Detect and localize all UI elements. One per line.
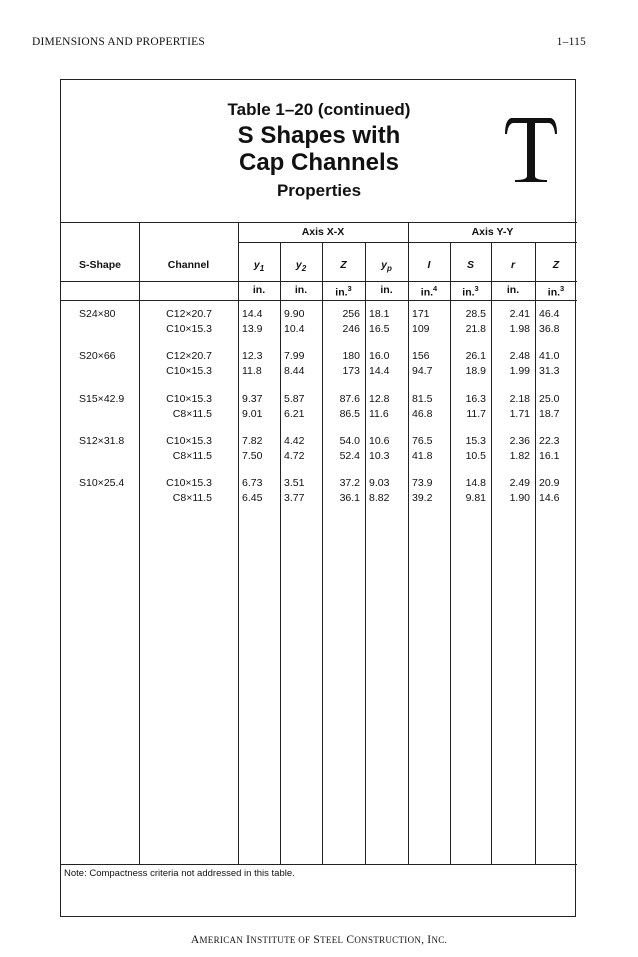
row-value: 6.21 xyxy=(284,407,305,420)
axis-yy-label: Axis Y-Y xyxy=(471,226,514,238)
row-value: 9.03 xyxy=(369,477,390,489)
row-value: 12.3 xyxy=(242,350,263,362)
row-value: 171 xyxy=(412,308,430,320)
row-value: 2.18 xyxy=(509,393,530,405)
tee-shape-icon xyxy=(501,114,561,184)
row-channel: C12×20.7 xyxy=(166,350,212,362)
row-value: 2.49 xyxy=(509,477,530,489)
row-value: 2.48 xyxy=(509,350,530,362)
row-value: 1.99 xyxy=(509,364,530,377)
table-title-line2: Cap Channels xyxy=(238,149,400,176)
row-channel: C10×15.3 xyxy=(166,393,212,405)
row-value: 14.4 xyxy=(369,364,390,377)
running-footer: AMERICAN INSTITUTE OF STEEL CONSTRUCTION, INC. xyxy=(190,934,448,946)
row-sshape: S15×42.9 xyxy=(79,393,125,405)
row-value: 109 xyxy=(412,322,430,335)
row-value: 18.7 xyxy=(539,407,560,420)
column-header-5: I xyxy=(427,259,431,271)
row-value: 6.45 xyxy=(242,491,263,504)
row-value: 52.4 xyxy=(339,449,360,462)
row-value: 16.1 xyxy=(539,449,560,462)
header-rule xyxy=(61,281,238,282)
row-value: 14.8 xyxy=(465,477,486,489)
row-value: 73.9 xyxy=(412,477,433,489)
row-value: 156 xyxy=(412,350,430,362)
row-value: 10.3 xyxy=(369,449,390,462)
column-rule xyxy=(280,242,281,864)
row-value: 1.90 xyxy=(509,491,530,504)
unit-label-5: in.$^4$ xyxy=(420,284,438,299)
row-value: 8.82 xyxy=(369,491,390,504)
unit-exponent: 3 xyxy=(347,284,352,293)
row-value: 7.99 xyxy=(284,350,305,362)
row-channel: C10×15.3 xyxy=(166,435,212,447)
column-rule xyxy=(365,242,366,864)
table-bottom-rule xyxy=(61,864,577,865)
column-rule xyxy=(238,222,239,864)
row-value: 11.8 xyxy=(242,364,262,377)
row-value: 3.77 xyxy=(284,491,305,504)
row-value: 9.01 xyxy=(242,407,263,420)
column-header-4: $y_p$ xyxy=(381,259,392,274)
row-value: 94.7 xyxy=(412,364,433,377)
row-value: 31.3 xyxy=(539,364,560,377)
row-value: 173 xyxy=(342,364,360,377)
row-value: 11.6 xyxy=(369,407,389,420)
row-value: 1.82 xyxy=(509,449,530,462)
column-rule xyxy=(535,242,536,864)
row-sshape: S20×66 xyxy=(79,350,116,362)
row-value: 21.8 xyxy=(465,322,486,335)
table-frame xyxy=(60,79,576,917)
column-header-7: r xyxy=(510,259,516,271)
row-value: 18.9 xyxy=(465,364,486,377)
unit-exponent: 3 xyxy=(474,284,479,293)
row-value: 46.8 xyxy=(412,407,433,420)
row-value: 9.81 xyxy=(465,491,486,504)
row-value: 10.4 xyxy=(284,322,305,335)
column-header-3: Z xyxy=(340,259,347,271)
column-header-subscript: 2 xyxy=(301,264,307,274)
row-channel: C8×11.5 xyxy=(172,407,212,420)
unit-label-4: in. xyxy=(380,284,393,296)
row-sshape: S10×25.4 xyxy=(79,477,125,489)
page-number: 1–115 xyxy=(556,36,586,48)
row-value: 3.51 xyxy=(284,477,305,489)
row-value: 87.6 xyxy=(339,393,360,405)
row-value: 81.5 xyxy=(412,393,433,405)
column-header-sshape: S-Shape xyxy=(78,259,121,271)
axis-group-rule xyxy=(238,242,577,243)
column-header-2: $y_2$ xyxy=(295,259,307,274)
row-value: 36.8 xyxy=(539,322,560,335)
row-value: 14.6 xyxy=(539,491,560,504)
row-value: 39.2 xyxy=(412,491,433,504)
row-value: 26.1 xyxy=(465,350,486,362)
unit-label-7: in. xyxy=(506,284,520,296)
unit-label-1: in. xyxy=(252,284,266,296)
row-value: 256 xyxy=(342,308,360,320)
row-channel: C10×15.3 xyxy=(166,364,212,377)
row-value: 25.0 xyxy=(539,393,560,405)
row-channel: C12×20.7 xyxy=(166,308,212,320)
row-sshape: S12×31.8 xyxy=(79,435,125,447)
row-value: 11.7 xyxy=(466,407,486,420)
row-value: 9.90 xyxy=(284,308,305,320)
row-value: 41.0 xyxy=(539,350,560,362)
row-value: 76.5 xyxy=(412,435,433,447)
running-header-left: DIMENSIONS AND PROPERTIES xyxy=(32,36,205,48)
row-value: 2.41 xyxy=(509,308,530,320)
column-header-subscript: 1 xyxy=(259,264,265,274)
row-value: 2.36 xyxy=(509,435,530,447)
row-channel: C8×11.5 xyxy=(172,491,212,504)
row-value: 7.50 xyxy=(242,449,263,462)
row-value: 10.5 xyxy=(465,449,486,462)
column-header-subscript: p xyxy=(386,264,392,274)
row-channel: C10×15.3 xyxy=(166,322,212,335)
row-value: 41.8 xyxy=(412,449,433,462)
unit-label-2: in. xyxy=(294,284,308,296)
row-value: 86.5 xyxy=(339,407,360,420)
row-value: 5.87 xyxy=(284,393,305,405)
column-rule xyxy=(408,222,409,864)
row-value: 16.3 xyxy=(465,393,486,405)
properties-table xyxy=(61,222,577,864)
row-value: 37.2 xyxy=(339,477,360,489)
column-rule xyxy=(450,242,451,864)
unit-label-8: in.$^3$ xyxy=(547,284,565,299)
row-value: 14.4 xyxy=(242,308,263,320)
unit-exponent: 4 xyxy=(433,284,438,293)
row-value: 1.98 xyxy=(509,322,530,335)
column-header-8: Z xyxy=(552,259,560,271)
table-title-line1: S Shapes with xyxy=(237,122,401,149)
row-value: 54.0 xyxy=(339,435,360,447)
row-value: 16.0 xyxy=(369,350,390,362)
row-channel: C8×11.5 xyxy=(172,449,212,462)
row-value: 246 xyxy=(342,322,360,335)
unit-label-6: in.$^3$ xyxy=(462,284,479,299)
table-number: Table 1–20 (continued) xyxy=(227,100,411,119)
row-value: 6.73 xyxy=(242,477,263,489)
row-value: 8.44 xyxy=(284,364,305,377)
column-header-6: S xyxy=(466,259,474,271)
row-value: 180 xyxy=(342,350,360,362)
row-value: 15.3 xyxy=(465,435,486,447)
units-top-rule xyxy=(238,281,577,282)
unit-exponent: 3 xyxy=(560,284,565,293)
row-value: 7.82 xyxy=(242,435,263,447)
column-header-1: $y_1$ xyxy=(253,259,265,274)
column-rule xyxy=(491,242,492,864)
row-channel: C10×15.3 xyxy=(166,477,212,489)
table-subtitle: Properties xyxy=(276,181,362,200)
column-rule xyxy=(322,242,323,864)
row-value: 22.3 xyxy=(539,435,560,447)
row-value: 20.9 xyxy=(539,477,560,489)
row-value: 12.8 xyxy=(369,393,390,405)
table-title xyxy=(61,122,577,176)
table-note: Note: Compactness criteria not addressed in this table. xyxy=(64,868,295,879)
row-value: 28.5 xyxy=(465,308,486,320)
row-value: 9.37 xyxy=(242,393,263,405)
row-value: 4.72 xyxy=(284,449,305,462)
row-value: 4.42 xyxy=(284,435,305,447)
row-value: 46.4 xyxy=(539,308,560,320)
axis-xx-label: Axis X-X xyxy=(301,226,345,238)
row-value: 18.1 xyxy=(369,308,390,320)
column-header-channel: Channel xyxy=(167,259,210,271)
row-value: 16.5 xyxy=(369,322,390,335)
unit-label-3: in.$^3$ xyxy=(335,284,352,299)
row-value: 1.71 xyxy=(509,407,530,420)
row-sshape: S24×80 xyxy=(79,308,116,320)
table-title-area xyxy=(61,80,577,222)
units-bottom-rule xyxy=(61,300,577,301)
row-value: 10.6 xyxy=(369,435,390,447)
row-value: 36.1 xyxy=(339,491,360,504)
row-value: 13.9 xyxy=(242,322,263,335)
